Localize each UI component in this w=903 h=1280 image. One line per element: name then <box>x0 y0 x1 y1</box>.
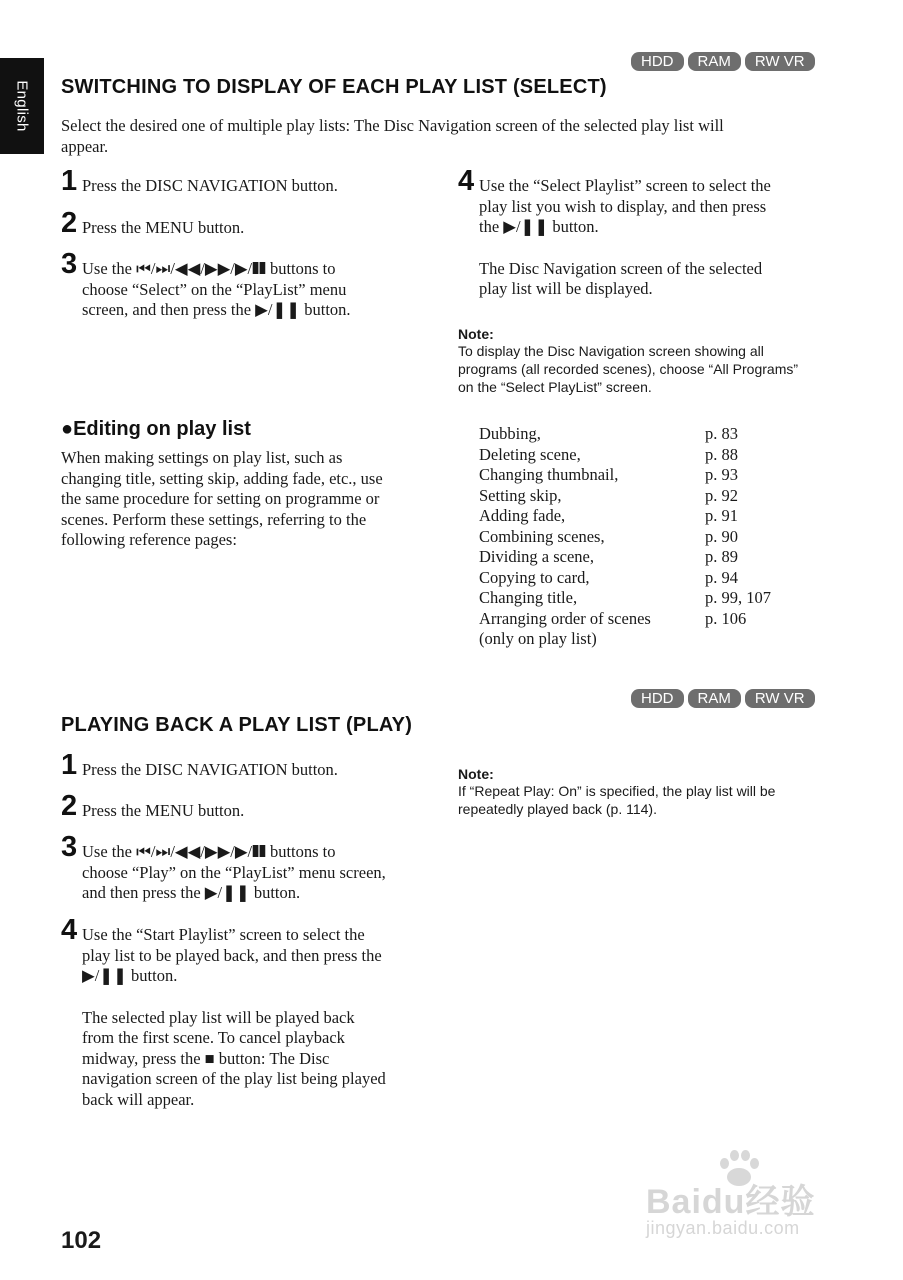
reference-page: p. 89 <box>705 547 738 566</box>
editing-heading: ●Editing on play list <box>61 418 251 440</box>
page-number: 102 <box>61 1227 102 1254</box>
reference-page: p. 93 <box>705 465 738 484</box>
step-number: 3 <box>61 248 78 280</box>
step-text: Press the MENU button. <box>82 218 245 237</box>
step-number: 1 <box>61 165 78 197</box>
step-text: choose “Select” on the “PlayList” menu <box>82 279 347 299</box>
reference-row <box>479 568 859 589</box>
step-number: 4 <box>61 914 78 946</box>
badge-rw-vr: RW VR <box>745 52 815 71</box>
select-step-2 <box>61 207 441 239</box>
editing-line: following reference pages: <box>61 530 237 549</box>
reference-page: p. 106 <box>705 608 747 628</box>
step-number: 4 <box>458 165 475 197</box>
reference-item: (only on play list) <box>479 629 597 648</box>
intro-line: appear. <box>61 136 109 156</box>
step-text: Use the “Start Playlist” screen to select the <box>82 925 365 944</box>
note-line: If “Repeat Play: On” is specified, the play list will be <box>458 783 776 799</box>
reference-item: Setting skip, <box>479 485 562 505</box>
section-intro <box>61 116 841 157</box>
note-title: Note: <box>458 326 494 342</box>
note-line: repeatedly played back (p. 114). <box>458 801 657 817</box>
section-title-play: PLAYING BACK A PLAY LIST (PLAY) <box>61 714 413 736</box>
reference-page: p. 88 <box>705 444 738 464</box>
badge-hdd: HDD <box>631 52 684 71</box>
step-number: 2 <box>61 207 78 239</box>
note-title: Note: <box>458 766 494 782</box>
note-line: on the “Select PlayList” screen. <box>458 379 652 395</box>
step-result-text: from the first scene. To cancel playback <box>82 1028 345 1047</box>
editing-line: the same procedure for setting on programme or <box>61 489 380 508</box>
step-text: play list to be played back, and then press the <box>82 945 382 965</box>
step-result-text: play list will be displayed. <box>479 279 653 298</box>
step-text: Use the ⏮/⏭/◀◀/▶▶/▶/❚❚ buttons to <box>82 259 336 278</box>
reference-item: Copying to card, <box>479 567 590 587</box>
step-number: 2 <box>61 790 78 822</box>
step-result-text: navigation screen of the play list being played <box>82 1069 386 1088</box>
watermark-brand: Baidu经验 <box>646 1183 816 1221</box>
step-result-text: back will appear. <box>82 1089 195 1109</box>
reference-item: Dubbing, <box>479 424 541 443</box>
badge-ram: RAM <box>688 689 741 708</box>
reference-item: Arranging order of scenes <box>479 608 651 628</box>
reference-row <box>479 547 859 568</box>
editing-body <box>61 448 451 551</box>
reference-item: Adding fade, <box>479 506 566 525</box>
step-text: Use the “Select Playlist” screen to select the <box>479 176 771 195</box>
reference-page: p. 91 <box>705 506 738 525</box>
note-line: programs (all recorded scenes), choose “All Programs” <box>458 361 799 377</box>
play-step-4 <box>61 914 451 1110</box>
reference-page: p. 99, 107 <box>705 588 771 607</box>
section-title-select: SWITCHING TO DISPLAY OF EACH PLAY LIST (SELECT) <box>61 76 607 98</box>
reference-item: Changing thumbnail, <box>479 465 619 484</box>
step-text: Press the DISC NAVIGATION button. <box>82 176 338 195</box>
step-result-text: The selected play list will be played back <box>82 1007 355 1027</box>
step-result-text: The Disc Navigation screen of the selected <box>479 258 763 278</box>
reference-item: Combining scenes, <box>479 526 605 546</box>
reference-list <box>479 424 859 650</box>
select-step-3 <box>61 248 441 321</box>
step-text: Press the MENU button. <box>82 801 245 820</box>
editing-line: When making settings on play list, such as <box>61 448 343 467</box>
step-text: Use the ⏮/⏭/◀◀/▶▶/▶/❚❚ buttons to <box>82 842 336 861</box>
reference-row <box>479 506 859 527</box>
select-step-1 <box>61 165 441 197</box>
reference-row <box>479 609 859 630</box>
editing-line: changing title, setting skip, adding fade, etc., use <box>61 468 383 488</box>
watermark-url: jingyan.baidu.com <box>646 1218 800 1238</box>
media-badges-mid <box>631 689 815 708</box>
step-text: ▶/❚❚ button. <box>82 966 178 985</box>
reference-page: p. 83 <box>705 424 738 443</box>
play-step-3 <box>61 831 451 904</box>
play-note <box>458 766 848 818</box>
select-note <box>458 326 848 396</box>
reference-item: Deleting scene, <box>479 444 581 464</box>
step-text: and then press the ▶/❚❚ button. <box>82 883 301 902</box>
language-tab <box>0 58 44 154</box>
badge-rw-vr: RW VR <box>745 689 815 708</box>
reference-row <box>479 465 859 486</box>
reference-row <box>479 424 859 445</box>
reference-page: p. 92 <box>705 485 738 505</box>
language-tab-label: English <box>13 80 31 132</box>
editing-line: scenes. Perform these settings, referring to the <box>61 509 367 529</box>
badge-ram: RAM <box>688 52 741 71</box>
reference-item: Changing title, <box>479 588 578 607</box>
baidu-watermark <box>646 1148 856 1238</box>
step-text: choose “Play” on the “PlayList” menu screen, <box>82 862 386 882</box>
play-step-1 <box>61 749 451 781</box>
step-text: screen, and then press the ▶/❚❚ button. <box>82 300 351 319</box>
step-text: play list you wish to display, and then press <box>479 196 767 216</box>
play-step-2 <box>61 790 451 822</box>
intro-line: Select the desired one of multiple play lists: The Disc Navigation screen of the selected play list will <box>61 116 724 135</box>
reference-page: p. 90 <box>705 526 738 546</box>
reference-page: p. 94 <box>705 567 738 587</box>
reference-row <box>479 527 859 548</box>
reference-row <box>479 629 859 650</box>
step-result-text: midway, press the ■ button: The Disc <box>82 1048 330 1068</box>
reference-row <box>479 588 859 609</box>
step-number: 1 <box>61 749 78 781</box>
note-line: To display the Disc Navigation screen showing all <box>458 343 764 359</box>
step-text: Press the DISC NAVIGATION button. <box>82 760 338 779</box>
media-badges-top <box>631 52 815 71</box>
reference-item: Dividing a scene, <box>479 547 595 566</box>
select-step-4 <box>458 165 838 300</box>
reference-row <box>479 486 859 507</box>
reference-row <box>479 445 859 466</box>
step-number: 3 <box>61 831 78 863</box>
badge-hdd: HDD <box>631 689 684 708</box>
step-text: the ▶/❚❚ button. <box>479 217 599 236</box>
